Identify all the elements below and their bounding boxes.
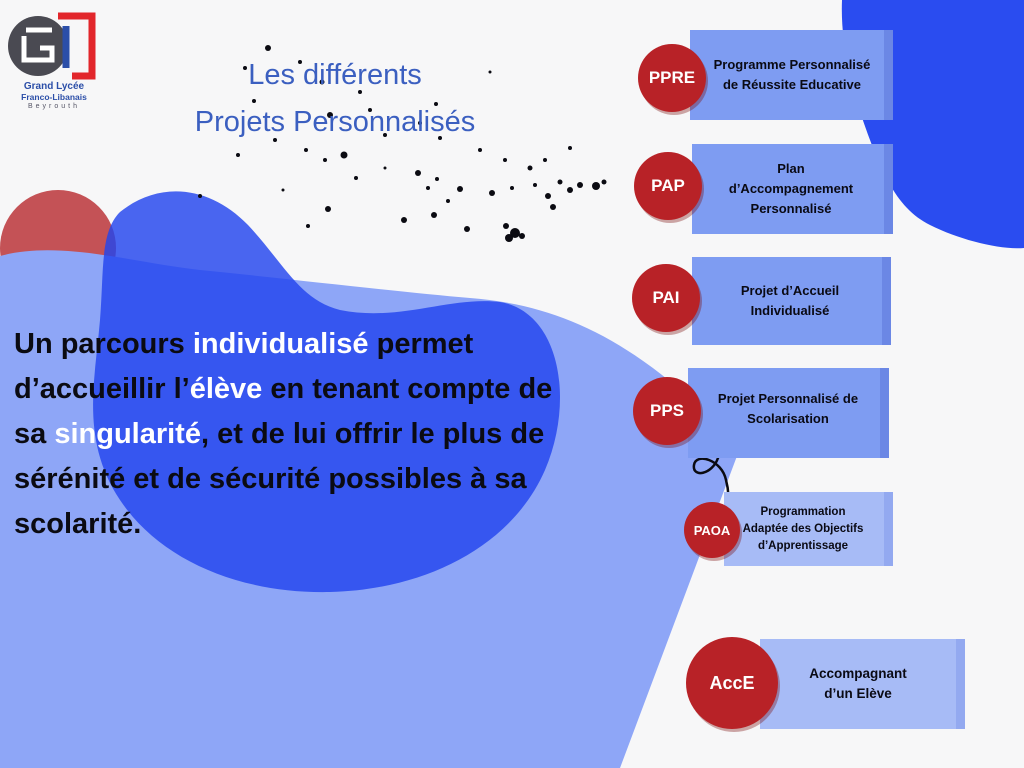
- ppre-line-1: Programme Personnalisé: [713, 57, 871, 72]
- pap-line-2: d’Accompagnement: [728, 181, 854, 196]
- paoa-line-3: d’Apprentissage: [757, 539, 849, 552]
- pai-line-2: Individualisé: [750, 303, 830, 318]
- pai-abbr: PAI: [652, 288, 680, 307]
- pap-abbr: PAP: [651, 176, 685, 195]
- paoa-box: [724, 492, 893, 566]
- highlight-individualise: individualisé: [192, 328, 369, 360]
- logo-line-3: Beyrouth: [27, 103, 81, 110]
- pai-line-1: Projet d’Accueil: [740, 283, 840, 298]
- pai-box: [692, 257, 891, 345]
- pps-box: [688, 368, 889, 458]
- pps-line-2: Scolarisation: [747, 411, 829, 426]
- logo-text: [6, 82, 102, 112]
- highlight-eleve: élève: [189, 373, 263, 405]
- pap-box: [692, 144, 893, 234]
- acce-line-1: Accompagnant: [809, 666, 907, 681]
- pps-line-1: Projet Personnalisé de: [717, 391, 859, 406]
- page-title: [150, 52, 520, 146]
- title-line-2: Projets Personnalisés: [194, 106, 476, 138]
- pap-line-1: Plan: [777, 161, 805, 176]
- acce-abbr: AccE: [709, 672, 755, 693]
- paoa-badge: [684, 502, 740, 558]
- title-line-1: Les différents: [248, 59, 422, 91]
- ppre-box: [690, 30, 893, 120]
- body-part-4: , et de lui offrir le plus de sérénité et de sécurité possibles à sa scolarité.: [14, 418, 545, 540]
- paoa-description: [733, 504, 876, 555]
- paoa-line-1: Programmation: [760, 505, 846, 518]
- acce-line-2: d’un Elève: [824, 686, 892, 701]
- pap-line-3: Personnalisé: [750, 201, 832, 216]
- ppre-line-2: de Réussite Educative: [722, 77, 861, 92]
- ppre-abbr: PPRE: [648, 68, 696, 87]
- acce-badge: [686, 637, 778, 729]
- pps-abbr: PPS: [649, 401, 685, 420]
- pps-description: [698, 389, 870, 429]
- body-part-2: permet d’accueillir l’: [14, 328, 474, 405]
- acce-description: [797, 664, 919, 704]
- school-logo: [6, 8, 102, 118]
- paoa-line-2: Adaptée des Objectifs: [742, 522, 864, 535]
- pap-description: [711, 159, 865, 219]
- logo-line-2: Franco-Libanais: [21, 92, 87, 102]
- pap-badge: [634, 152, 702, 220]
- body-part-1: Un parcours: [14, 328, 193, 360]
- paoa-abbr: PAOA: [693, 522, 731, 538]
- ppre-badge: [638, 44, 706, 112]
- intro-paragraph: [14, 322, 574, 547]
- logo-line-1: Grand Lycée: [23, 81, 85, 92]
- pps-badge: [633, 377, 701, 445]
- body-part-3: en tenant compte de sa: [14, 373, 553, 450]
- pai-description: [723, 281, 851, 321]
- highlight-singularite: singularité: [54, 418, 201, 450]
- acce-box: [760, 639, 965, 729]
- logo-emblem: [6, 8, 102, 88]
- pai-badge: [632, 264, 700, 332]
- ppre-description: [692, 55, 883, 95]
